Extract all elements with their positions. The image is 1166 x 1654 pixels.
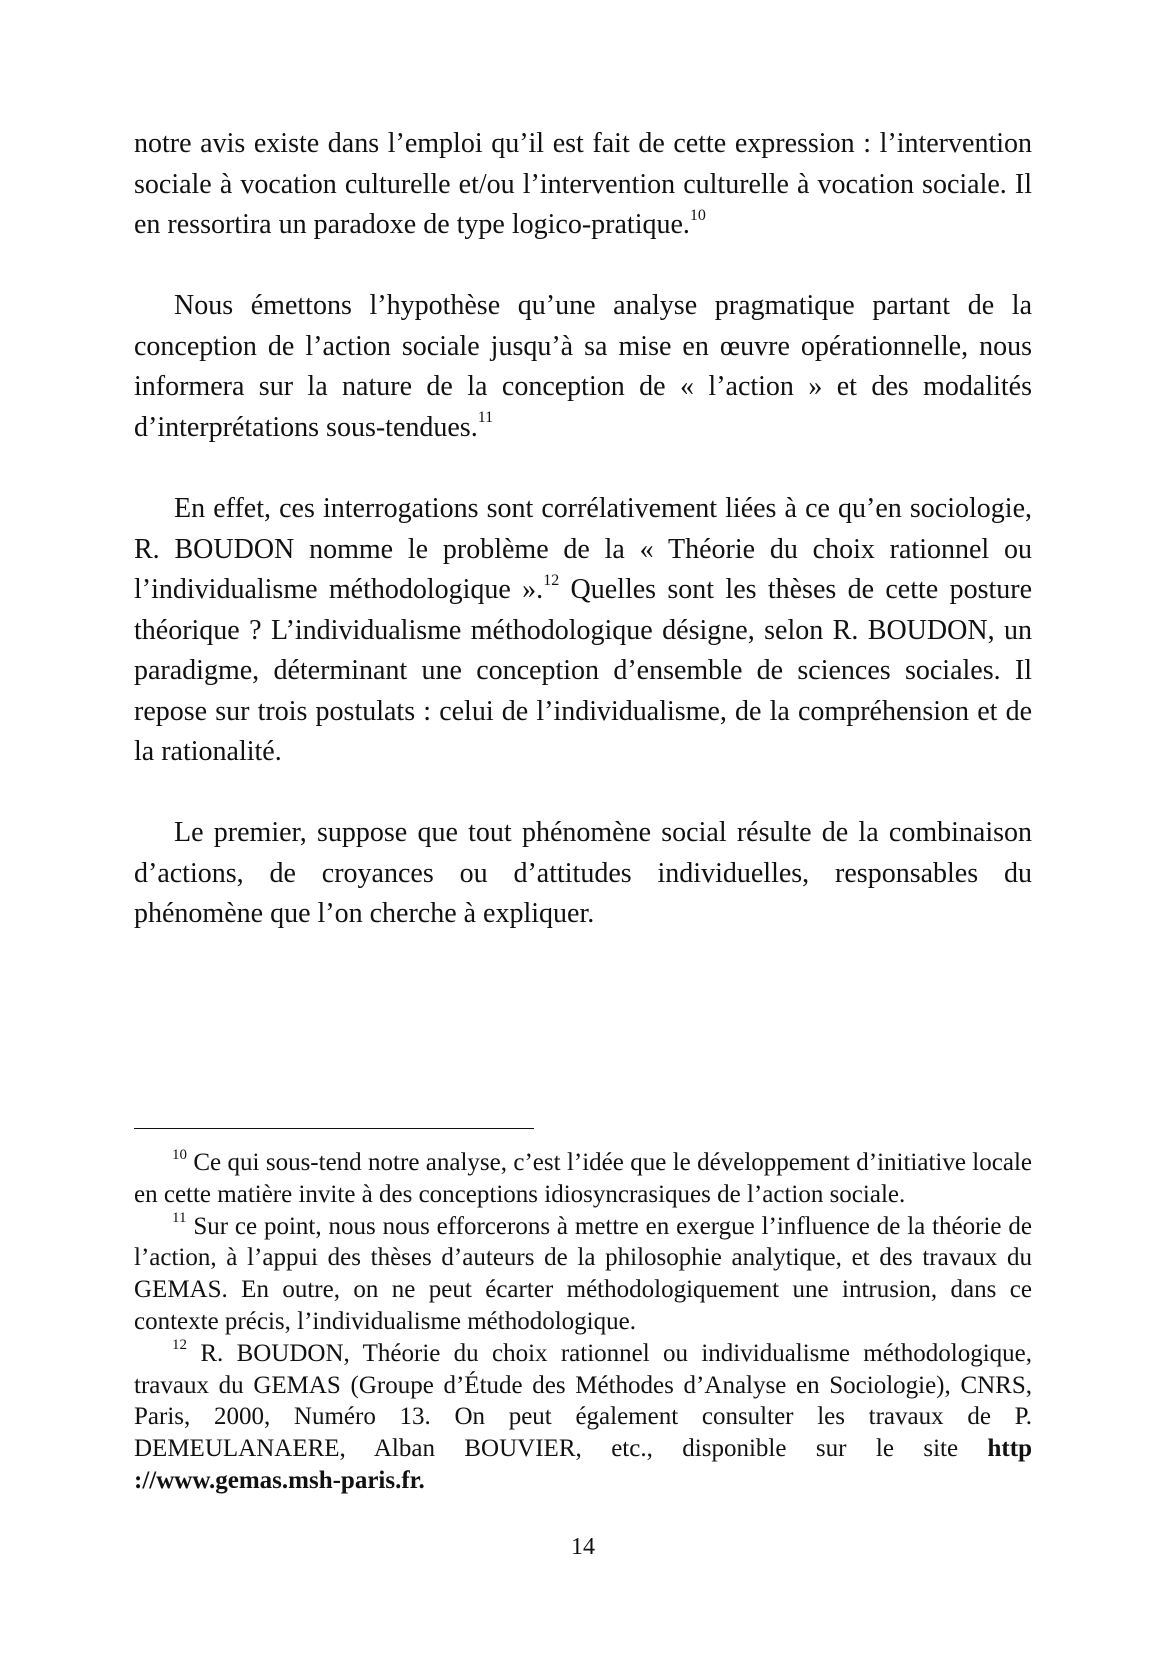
paragraph-4-text: Le premier, suppose que tout phénomène social résulte de la combinaison d’actions, de croyances ou d’attitudes individuelles, responsables du phénomène que l’on cherche à expliquer.	[134, 817, 1032, 929]
paragraph-1	[134, 124, 1032, 246]
footnote-ref-12[interactable]: 12	[543, 571, 560, 589]
paragraph-2-text: Nous émettons l’hypothèse qu’une analyse pragmatique partant de la conception de l’action sociale jusqu’à sa mise en œuvre opérationnelle, nous informera sur la nature de la conception de « l’action » et des modalités d’interprétations sous-tendues.	[134, 290, 1032, 443]
footnotes-section	[134, 1147, 1032, 1497]
paragraph-1-text: notre avis existe dans l’emploi qu’il est fait de cette expression : l’intervention sociale à vocation culturelle et/ou l’intervention culturelle à vocation sociale. Il en ressortira un paradoxe de type logico-pratique.	[134, 128, 1032, 240]
footnote-number-12: 12	[172, 1337, 187, 1354]
gemas-website-link[interactable]: http ://www.gemas.msh-paris.fr.	[134, 1435, 1032, 1494]
paragraph-3	[134, 489, 1032, 773]
footnote-12	[134, 1338, 1032, 1497]
paragraph-4	[134, 813, 1032, 935]
footnote-11-text: Sur ce point, nous nous efforcerons à mettre en exergue l’influence de la théorie de l’action, à l’appui des thèses d’auteurs de la philosophie analytique, et des travaux du GEMAS. En outre, on ne peut écarter méthodologiquement une intrusion, dans ce contexte précis, l’individualisme méthodologique.	[134, 1212, 1032, 1335]
paragraph-3-text-before: En effet, ces interrogations sont corrélativement liées à ce qu’en sociologie, R. BOUDON nomme le problème de la « Théorie du choix rationnel ou l’individualisme méthodologique ».	[134, 493, 1032, 605]
footnote-number-11: 11	[172, 1210, 187, 1227]
footnote-ref-11[interactable]: 11	[477, 409, 494, 427]
paragraph-3-text-after: Quelles sont les thèses de cette posture théorique ? L’individualisme méthodologique désigne, selon R. BOUDON, un paradigme, déterminant une conception d’ensemble de sciences sociales. Il repose sur trois postulats : celui de l’individualisme, de la compréhension et de la rationalité.	[134, 574, 1032, 767]
footnote-12-text: R. BOUDON, Théorie du choix rationnel ou individualisme méthodologique, travaux du GEMAS (Groupe d’Étude des Méthodes d’Analyse en Sociologie), CNRS, Paris, 2000, Numéro 13. On peut également consulter les travaux de P. DEMEULANAERE, Alban BOUVIER, etc., disponible sur le site	[134, 1339, 1032, 1463]
footnote-10-text: Ce qui sous-tend notre analyse, c’est l’idée que le développement d’initiative locale en cette matière invite à des conceptions idiosyncrasiques de l’action sociale.	[134, 1149, 1032, 1208]
footnote-11	[134, 1211, 1032, 1338]
footnote-separator	[134, 1128, 534, 1129]
page-number: 14	[571, 1534, 595, 1560]
paragraph-2	[134, 286, 1032, 448]
footnote-ref-10[interactable]: 10	[689, 206, 706, 224]
footnote-number-10: 10	[172, 1146, 187, 1163]
footnote-10	[134, 1147, 1032, 1211]
